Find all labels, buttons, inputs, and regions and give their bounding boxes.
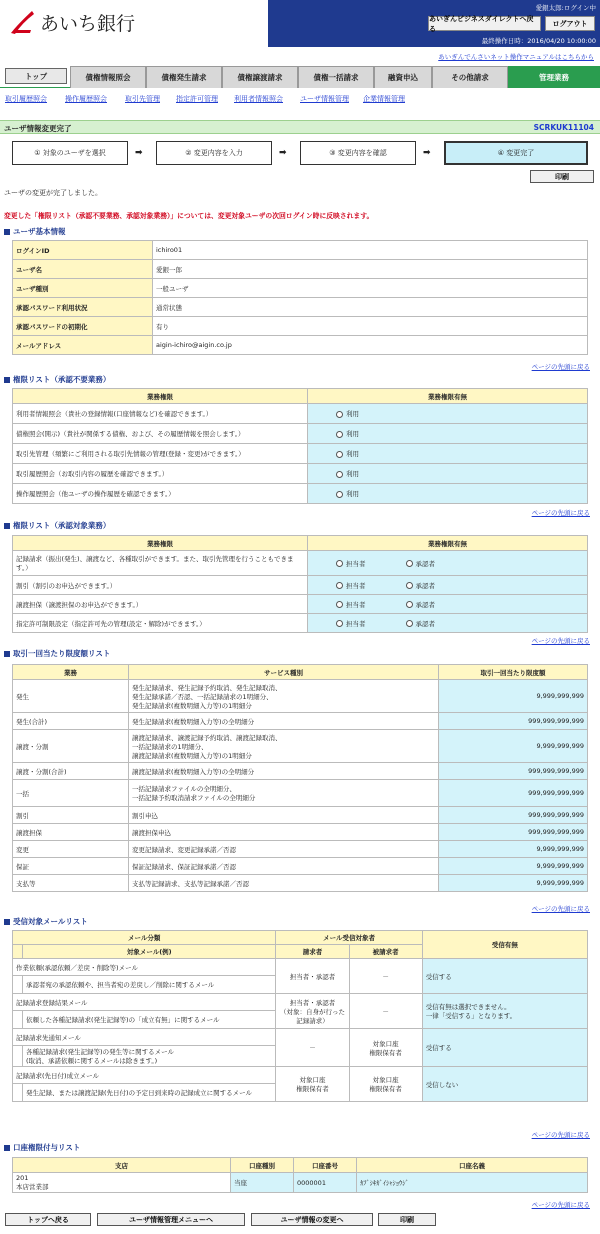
mail-requester: － [276,1029,349,1067]
completion-message: ユーザの変更が完了しました。 [4,189,102,197]
subnav-partner-management[interactable]: 取引先管理 [125,95,160,103]
radio-label: 利用 [346,450,359,458]
radio-option[interactable] [336,560,366,568]
column-header: 被請求者 [349,945,422,959]
indent-cell [13,1084,23,1102]
permissions-approval-table [12,535,588,633]
section-title: 取引一回当たり限度額リスト [13,649,111,658]
mail-recipient: 対象口座 権限保有者 [349,1029,422,1067]
mail-example: 発生記録、または譲渡記録(先日付)の予定日到来時の記録成立に関するメール [23,1084,276,1102]
table-row [13,260,588,279]
table-row [13,807,588,824]
limit-amount: 9,999,999,999 [439,680,588,713]
column-header: 支店 [13,1158,231,1173]
service-type: 発生記録請求(複数明細入力等)の全明細分 [129,713,439,730]
column-header: 取引一回当たり限度額 [439,665,588,680]
notice-message: 変更した「権限リスト（承認不要業務、承認対象業務）」については、変更対象ユーザの次回ログイン時に反映されます。 [4,212,374,220]
tab-management[interactable]: 管理業務 [508,66,600,88]
bank-logo-icon [8,8,36,36]
table-row [13,576,588,595]
indent-cell [13,1046,23,1067]
back-to-top-link[interactable]: ページの先頭に戻る [531,363,590,371]
radio-cell [308,576,588,595]
radio-option[interactable] [406,601,436,609]
tab-claim-inquiry[interactable]: 債権情報照会 [70,66,146,88]
mail-status: 受信しない [422,1067,587,1102]
section-title: 口座権限付与リスト [13,1143,81,1152]
service-type: 保証記録請求、保証記録承諾／否認 [129,858,439,875]
permission-name: 譲渡担保（譲渡担保のお申込ができます。） [13,595,308,614]
radio-icon[interactable] [336,620,343,627]
step-complete: ④ 変更完了 [444,141,588,165]
radio-option[interactable] [336,470,359,478]
radio-label: 利用 [346,410,359,418]
section-account-list [4,1142,80,1153]
radio-label: 承認者 [415,581,435,590]
radio-cell [308,484,588,504]
section-bullet-icon [4,919,10,925]
section-limit-list [4,648,110,659]
radio-label: 承認者 [415,619,435,628]
basic-info-table [12,240,588,355]
mail-requester: 担当者・承認者 [276,959,349,994]
business-type: 譲渡・分割(合計) [13,763,129,780]
business-type: 保証 [13,858,129,875]
mail-example: 承認者宛の承認依頼や、担当者宛の差戻し／削除に関するメール [23,976,276,994]
radio-label: 承認者 [415,600,435,609]
print-button-top[interactable]: 印刷 [530,170,594,183]
step-input-changes: ② 変更内容を入力 [156,141,272,165]
step-select-user: ① 対象のユーザを選択 [12,141,128,165]
column-header: 口座番号 [294,1158,357,1173]
business-type: 割引 [13,807,129,824]
subnav-company-management[interactable]: 企業情報管理 [363,95,405,103]
permission-name: 指定許可制限設定（指定許可先の管理(設定・解除)ができます。） [13,614,308,633]
limit-amount: 9,999,999,999 [439,841,588,858]
field-label: メールアドレス [13,336,153,355]
mail-requester: 対象口座 権限保有者 [276,1067,349,1102]
radio-icon[interactable] [336,582,343,589]
table-row [13,858,588,875]
radio-cell [308,444,588,464]
section-title: 受信対象メールリスト [13,917,88,926]
radio-icon[interactable] [336,601,343,608]
subnav-operation-history[interactable]: 操作履歴照会 [65,95,107,103]
section-bullet-icon [4,377,10,383]
branch: 201 本店営業部 [13,1173,231,1193]
table-row [13,484,588,504]
mail-example: 各種記録請求(発生記録等)の発生等に関するメール (取消、承諾依頼に関するメールは除きます。) [23,1046,276,1067]
radio-cell [308,595,588,614]
tab-bulk-request[interactable]: 債権一括請求 [298,66,374,88]
radio-option[interactable] [406,560,436,568]
permission-name: 割引（割引のお申込ができます。） [13,576,308,595]
column-header: 口座種別 [231,1158,294,1173]
field-label: ユーザ名 [13,260,153,279]
column-header: 業務 [13,665,129,680]
limit-amount: 999,999,999,999 [439,713,588,730]
step-arrow-icon: ➡ [135,148,143,158]
table-row [13,404,588,424]
mail-status: 受信有無は選択できません。 一律「受信する」となります。 [422,994,587,1029]
table-row [13,464,588,484]
subnav-user-info-inquiry[interactable]: 利用者情報照会 [234,95,283,103]
radio-cell [308,551,588,576]
limit-amount: 9,999,999,999 [439,730,588,763]
tab-transfer-request[interactable]: 債権譲渡請求 [222,66,298,88]
mail-recipient: － [349,959,422,994]
mail-example: 依頼した各種記録請求(発生記録等)の「成立有無」に関するメール [23,1011,276,1029]
direct-return-button[interactable]: あいぎんビジネスダイレクトへ戻る [428,16,541,31]
radio-icon[interactable] [336,491,343,498]
tab-top[interactable]: トップ [5,68,67,84]
radio-option[interactable] [406,582,436,590]
permission-name: 利用者情報照会（貴社の登録情報(口座情報など)を確認できます。） [13,404,308,424]
business-type: 支払等 [13,875,129,892]
radio-label: 担当者 [346,581,366,590]
field-label: 承認パスワード利用状況 [13,298,153,317]
column-header: 口座名義 [357,1158,588,1173]
table-row [13,336,588,355]
print-button-bottom[interactable]: 印刷 [378,1213,436,1226]
service-type: 割引申込 [129,807,439,824]
radio-icon[interactable] [336,471,343,478]
table-row [13,424,588,444]
permission-name: 債権照会(開示)（貴社が関係する債権、および、その履歴情報を照会します。） [13,424,308,444]
main-tabs [0,66,600,88]
account-table [12,1157,588,1193]
table-row [13,614,588,633]
column-header: サービス種別 [129,665,439,680]
radio-option[interactable] [336,430,359,438]
radio-label: 利用 [346,430,359,438]
table-row [13,595,588,614]
column-header: 業務権限有無 [308,536,588,551]
radio-label: 利用 [346,470,359,478]
table-row [13,959,588,976]
table-row [13,279,588,298]
radio-option[interactable] [336,450,359,458]
service-type: 一括記録請求ファイルの全明細分、 一括記録予約取消請求ファイルの全明細分 [129,780,439,807]
tab-other-request[interactable]: その他請求 [432,66,508,88]
last-login: 最終操作日時：2016/04/20 10:00:00 [481,37,596,45]
table-row [13,713,588,730]
table-row [13,841,588,858]
field-value: aigin-ichiro@aigin.co.jp [153,336,588,355]
section-title: 権限リスト（承認不要業務） [13,375,111,384]
sub-nav [0,90,600,108]
user-status: 愛銀太郎:ログイン中 [535,4,596,12]
radio-cell [308,614,588,633]
subnav-user-management[interactable]: ユーザ情報管理 [300,95,349,103]
user-management-menu-button[interactable]: ユーザ情報管理メニューへ [97,1213,245,1226]
section-basic-info [4,226,66,237]
radio-icon[interactable] [406,601,413,608]
service-type: 譲渡記録請求(複数明細入力等)の全明細分 [129,763,439,780]
radio-option[interactable] [336,490,359,498]
indent-cell [13,1011,23,1029]
radio-label: 利用 [346,490,359,498]
column-header: メール分類 [13,931,276,945]
service-type: 譲渡記録請求、譲渡記録予約取消、譲渡記録取消、 一括記録請求の1明細分、 譲渡記録請求(複数明細入力等)の1明細分 [129,730,439,763]
mail-recipient: 対象口座 権限保有者 [349,1067,422,1102]
field-value: 愛銀一郎 [153,260,588,279]
table-row [13,875,588,892]
table-row [13,317,588,336]
radio-cell [308,464,588,484]
table-row [13,551,588,576]
step-confirm-changes: ③ 変更内容を確認 [300,141,416,165]
section-permissions-no-approval [4,374,110,385]
back-to-top-link[interactable]: ページの先頭に戻る [531,1131,590,1139]
user-change-button[interactable]: ユーザ情報の変更へ [251,1213,373,1226]
limit-amount: 999,999,999,999 [439,780,588,807]
business-type: 譲渡・分割 [13,730,129,763]
service-type: 譲渡担保申込 [129,824,439,841]
permission-name: 記録請求（振出(発生)、譲渡など、各種取引ができます。また、取引先管理を行うこともできます。） [13,551,308,576]
limit-amount: 999,999,999,999 [439,824,588,841]
permission-name: 取引履歴照会（お取引内容の履歴を確認できます。） [13,464,308,484]
column-header: 対象メール(例) [23,945,276,959]
back-to-top-link[interactable]: ページの先頭に戻る [531,905,590,913]
permissions-no-approval-table [12,388,588,504]
business-type: 発生 [13,680,129,713]
limit-amount: 9,999,999,999 [439,858,588,875]
radio-icon[interactable] [336,560,343,567]
radio-option[interactable] [336,620,366,628]
mail-requester: 担当者・承認者 （対象：自身が行った記録請求） [276,994,349,1029]
radio-label: 担当者 [346,600,366,609]
mail-recipient: － [349,994,422,1029]
radio-option[interactable] [336,601,366,609]
radio-icon[interactable] [336,451,343,458]
column-spacer [13,945,23,959]
section-mail-list [4,916,88,927]
mail-class: 記録請求(先日付)成立メール [13,1067,276,1084]
service-type: 発生記録請求、発生記録予約取消、発生記録取消、 発生記録承諾／否認、一括記録請求の1明細分、 発生記録請求(複数明細入力等)の1明細分 [129,680,439,713]
section-bullet-icon [4,1145,10,1151]
table-row [13,730,588,763]
column-header: 業務権限有無 [308,389,588,404]
table-row [13,1173,588,1193]
radio-cell [308,424,588,444]
field-value: 通常状態 [153,298,588,317]
limit-table [12,664,588,892]
step-arrow-icon: ➡ [423,148,431,158]
back-to-top-link[interactable]: ページの先頭に戻る [531,637,590,645]
radio-icon[interactable] [336,431,343,438]
screen-title-bar [0,120,600,134]
permission-name: 取引先管理（頻繁にご利用される取引先情報の管理(登録・変更)ができます。） [13,444,308,464]
mail-class: 記録請求先通知メール [13,1029,276,1046]
section-bullet-icon [4,651,10,657]
radio-icon[interactable] [406,560,413,567]
table-row [13,763,588,780]
radio-option[interactable] [336,582,366,590]
mail-class: 記録請求登録結果メール [13,994,276,1011]
mail-status: 受信する [422,959,587,994]
table-row [13,1029,588,1046]
manual-link[interactable]: あいぎんでんさいネット操作マニュアルはこちらから [438,53,594,61]
table-row [13,298,588,317]
indent-cell [13,976,23,994]
limit-amount: 999,999,999,999 [439,763,588,780]
mail-table [12,930,588,1102]
header [0,0,600,61]
back-to-top-link[interactable]: ページの先頭に戻る [531,509,590,517]
page-title: ユーザ情報変更完了 [4,124,72,133]
radio-option[interactable] [336,410,359,418]
tab-loan-application[interactable]: 融資申込 [374,66,432,88]
table-row [13,994,588,1011]
limit-amount: 999,999,999,999 [439,807,588,824]
step-arrow-icon: ➡ [279,148,287,158]
account-number: 0000001 [294,1173,357,1193]
column-header: 請求者 [276,945,349,959]
radio-icon[interactable] [406,582,413,589]
field-label: ログインID [13,241,153,260]
section-title: ユーザ基本情報 [13,227,66,236]
table-row [13,241,588,260]
table-row [13,824,588,841]
back-to-top-button[interactable]: トップへ戻る [5,1213,91,1226]
radio-icon[interactable] [336,411,343,418]
field-label: ユーザ種別 [13,279,153,298]
section-title: 権限リスト（承認対象業務） [13,521,111,530]
mail-status: 受信する [422,1029,587,1067]
subnav-permission-management[interactable]: 指定許可管理 [176,95,218,103]
radio-label: 承認者 [415,559,435,568]
field-value: 有り [153,317,588,336]
table-row [13,780,588,807]
screen-id: SCRKUK11104 [533,123,594,132]
business-type: 変更 [13,841,129,858]
table-row [13,444,588,464]
column-header: 受信有無 [422,931,587,959]
radio-option[interactable] [406,620,436,628]
mail-class: 作業依頼(承認依頼／差戻・削除等)メール [13,959,276,976]
business-type: 発生(合計) [13,713,129,730]
column-header: 業務権限 [13,536,308,551]
bank-logo[interactable] [8,8,135,36]
column-header: メール受信対象者 [276,931,422,945]
radio-icon[interactable] [406,620,413,627]
radio-label: 担当者 [346,559,366,568]
table-row [13,1067,588,1084]
radio-label: 担当者 [346,619,366,628]
service-type: 支払等記録請求、支払等記録承諾／否認 [129,875,439,892]
column-header: 業務権限 [13,389,308,404]
field-label: 承認パスワードの初期化 [13,317,153,336]
user-info-panel [268,0,600,47]
subnav-transaction-history[interactable]: 取引履歴照会 [5,95,47,103]
limit-amount: 9,999,999,999 [439,875,588,892]
field-value: ichiro01 [153,241,588,260]
business-type: 一括 [13,780,129,807]
account-type: 当座 [231,1173,294,1193]
section-bullet-icon [4,523,10,529]
table-row [13,680,588,713]
section-bullet-icon [4,229,10,235]
business-type: 譲渡担保 [13,824,129,841]
field-value: 一般ユーザ [153,279,588,298]
bank-name: あいち銀行 [40,12,136,35]
service-type: 変更記録請求、変更記録承諾／否認 [129,841,439,858]
tab-issue-request[interactable]: 債権発生請求 [146,66,222,88]
section-permissions-approval [4,520,110,531]
radio-cell [308,404,588,424]
logout-button[interactable]: ログアウト [545,16,595,31]
permission-name: 操作履歴照会（他ユーザの操作履歴を確認できます。） [13,484,308,504]
back-to-top-link[interactable]: ページの先頭に戻る [531,1201,590,1209]
account-name: ｶﾌﾞｼｷｶﾞｲｼｬｼｮｳｼﾞ [357,1173,588,1193]
